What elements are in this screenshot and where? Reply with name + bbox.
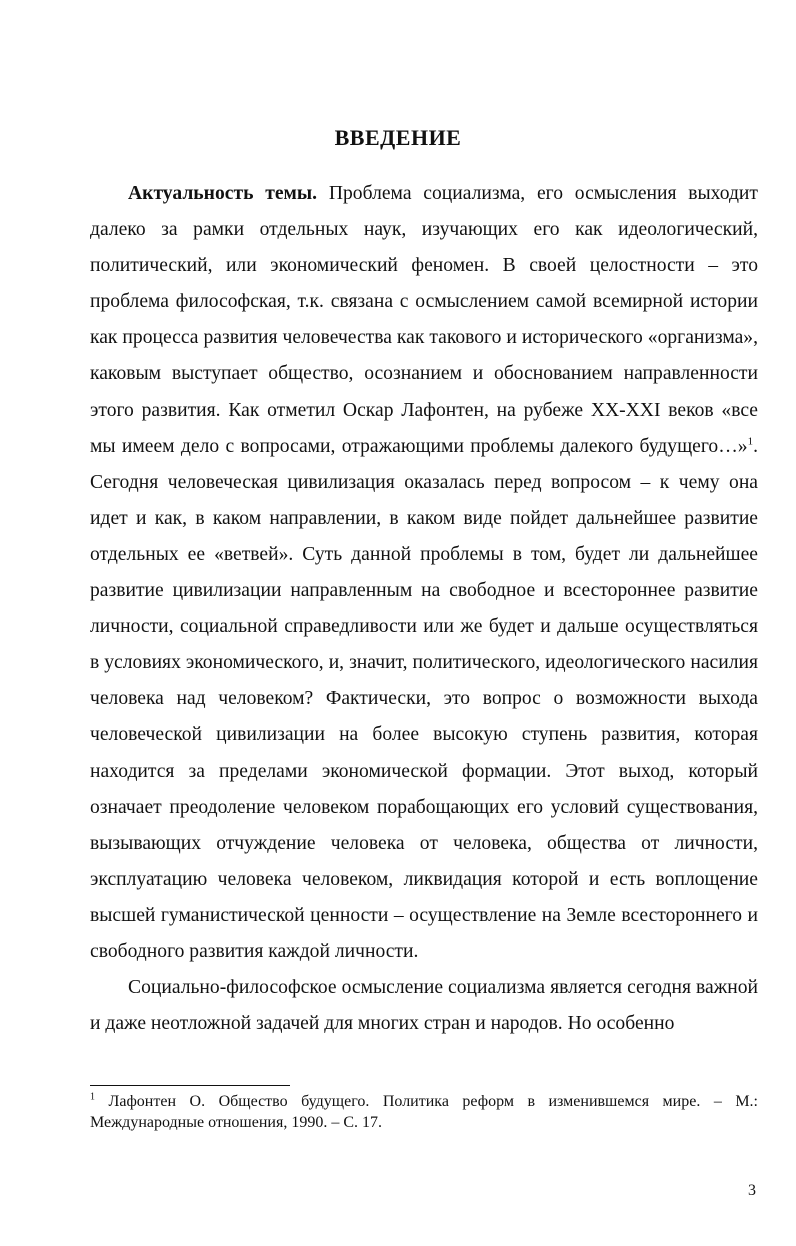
page-title: ВВЕДЕНИЕ [334,124,462,150]
page-number: 3 [748,1182,756,1199]
paragraph-lead: Актуальность темы. [128,183,318,204]
paragraph-text-part-1: Проблема социализма, его осмысления выходит далеко за рамки отдельных наук, изучающих его как идеологический, политический, или экономический феномен. В своей целостности – это проблема философская, т.к. связана с осмыслением самой всемирной истории как процесса развития человечества как такового и исторического «организма», каковым выступает общество, осознанием и обоснованием направленности этого развития. Как отметил Оскар Лафонтен, на рубеже XX-XXI веков «все мы имеем дело с вопросами, отражающими проблемы далекого будущего…» [90,183,758,457]
main-text [90,176,758,1042]
footnote-text: Лафонтен О. Общество будущего. Политика реформ в изменившемся мире. – М.: Международные отношения, 1990. – С. 17. [90,1093,758,1131]
paragraph-continuation: Социально-философское осмысление социализма является сегодня важной и даже неотложной задачей для многих стран и народов. Но особенно [90,977,758,1035]
footnote-divider [90,1085,290,1086]
paragraph-text-part-2: . Сегодня человеческая цивилизация оказалась перед вопросом – к чему она идет и как, в каком направлении, в каком виде пойдет дальнейшее развитие отдельных ее «ветвей». Суть данной проблемы в том, будет ли дальнейшее развитие цивилизации направленным на свободное и всестороннее развитие личности, социальной справедливости или же будет и дальше осуществляться в условиях экономического, и, значит, политического, идеологического насилия человека над человеком? Фактически, это вопрос о возможности выхода человеческой цивилизации на более высокую ступень развития, которая находится за пределами экономической формации. Этот выход, который означает преодоление человеком порабощающих его условий существования, вызывающих отчуждение человека от человека, общества от личности, эксплуатацию человека человеком, ликвидация которой и есть воплощение высшей гуманистической ценности – осуществление на Земле всестороннего и свободного развития каждой личности. [90,435,758,962]
paragraph-relevance [90,176,758,970]
footnote [90,1091,758,1133]
footnote-marker: 1 [90,1091,95,1103]
footnote-reference[interactable]: 1 [747,435,754,448]
